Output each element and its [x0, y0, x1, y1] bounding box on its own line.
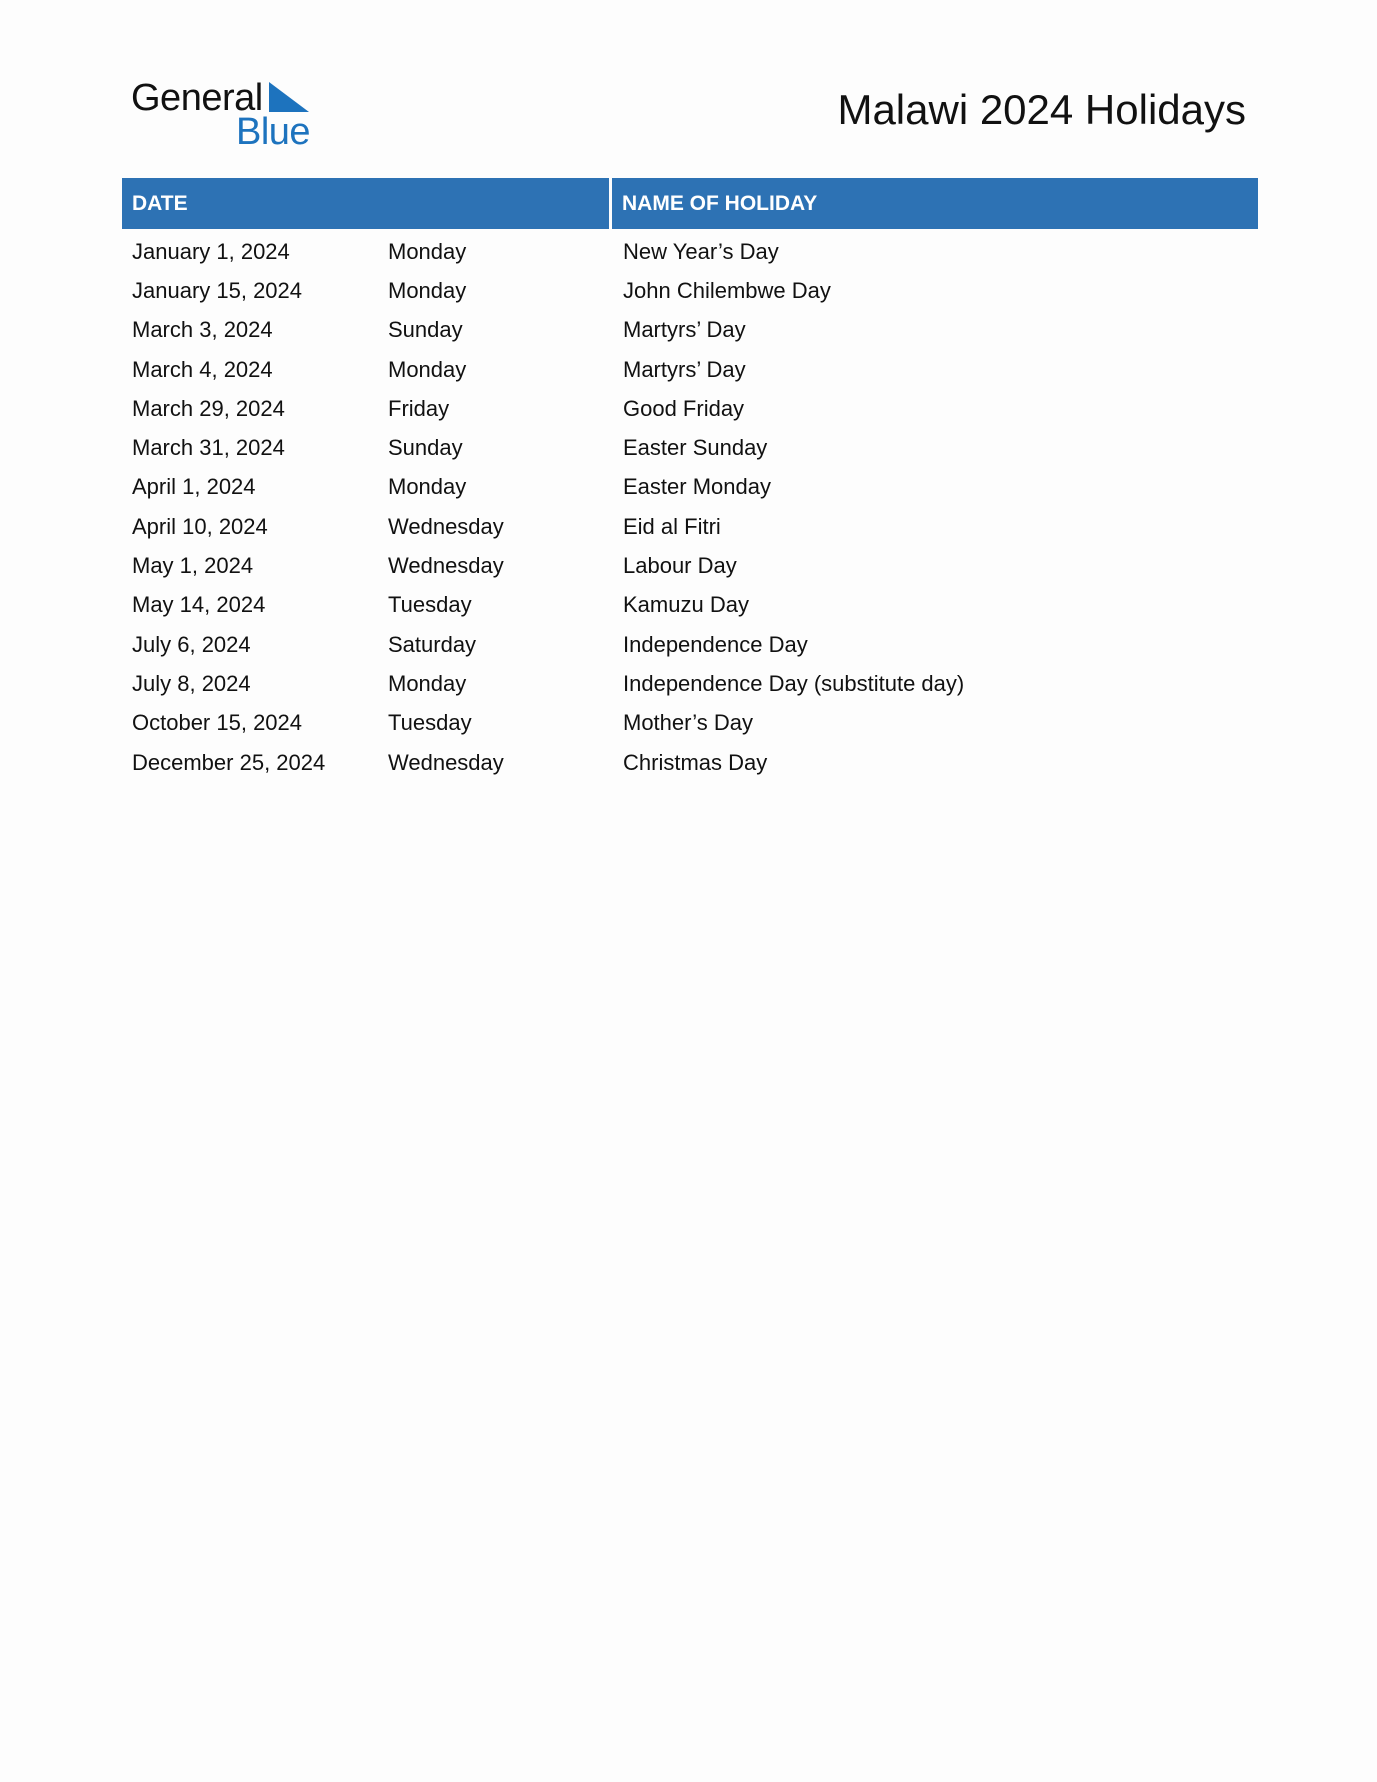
holiday-name: John Chilembwe Day	[623, 277, 831, 303]
holiday-weekday: Sunday	[388, 435, 463, 461]
holiday-date: April 10, 2024	[132, 513, 268, 539]
column-header-name: NAME OF HOLIDAY	[612, 178, 1258, 229]
holiday-date: December 25, 2024	[132, 749, 326, 775]
table-row	[122, 468, 1258, 507]
table-row	[122, 311, 1258, 350]
holiday-date: January 15, 2024	[132, 277, 303, 303]
holiday-name: Easter Sunday	[623, 435, 768, 461]
table-row	[122, 704, 1258, 743]
logo-general-text: General	[131, 77, 263, 119]
holiday-name: New Year’s Day	[623, 238, 779, 264]
holiday-date: May 1, 2024	[132, 553, 254, 579]
holiday-weekday: Sunday	[388, 317, 463, 343]
holiday-name: Independence Day (substitute day)	[623, 670, 965, 696]
holiday-date: March 4, 2024	[132, 356, 273, 382]
holiday-weekday: Saturday	[388, 631, 477, 657]
holiday-weekday: Friday	[388, 395, 450, 421]
holiday-date: July 6, 2024	[132, 631, 251, 657]
table-row	[122, 625, 1258, 664]
holiday-date: April 1, 2024	[132, 474, 256, 500]
holiday-name: Kamuzu Day	[623, 592, 749, 618]
table-row	[122, 271, 1258, 310]
holiday-weekday: Tuesday	[388, 710, 472, 736]
holiday-weekday: Monday	[388, 356, 467, 382]
holiday-weekday: Monday	[388, 474, 467, 500]
holiday-weekday: Monday	[388, 670, 467, 696]
logo	[131, 76, 321, 153]
table-row	[122, 507, 1258, 546]
table-row	[122, 743, 1258, 782]
holiday-weekday: Wednesday	[388, 513, 504, 539]
column-header-date: DATE	[122, 178, 609, 229]
holiday-date: July 8, 2024	[132, 670, 251, 696]
holiday-weekday: Wednesday	[388, 749, 504, 775]
holiday-date: March 29, 2024	[132, 395, 285, 421]
table-header	[122, 178, 1258, 229]
table-row	[122, 350, 1258, 389]
holiday-date: May 14, 2024	[132, 592, 266, 618]
table-row	[122, 546, 1258, 585]
holiday-name: Good Friday	[623, 395, 745, 421]
holiday-name: Christmas Day	[623, 749, 768, 775]
holiday-table	[122, 178, 1258, 782]
holiday-name: Martyrs’ Day	[623, 317, 746, 343]
holiday-name: Independence Day	[623, 631, 808, 657]
holiday-weekday: Monday	[388, 238, 467, 264]
table-row	[122, 389, 1258, 428]
logo-triangle-icon	[269, 82, 309, 112]
holiday-name: Mother’s Day	[623, 710, 754, 736]
table-body	[122, 232, 1258, 782]
holiday-weekday: Wednesday	[388, 553, 504, 579]
holiday-name: Eid al Fitri	[623, 513, 721, 539]
holiday-name: Martyrs’ Day	[623, 356, 746, 382]
holiday-date: October 15, 2024	[132, 710, 303, 736]
holiday-name: Easter Monday	[623, 474, 771, 500]
holiday-date: March 31, 2024	[132, 435, 285, 461]
table-row	[122, 428, 1258, 467]
holiday-name: Labour Day	[623, 553, 737, 579]
table-row	[122, 232, 1258, 271]
table-row	[122, 664, 1258, 703]
holiday-date: March 3, 2024	[132, 317, 273, 343]
logo-blue-text: Blue	[236, 111, 311, 153]
page-title: Malawi 2024 Holidays	[837, 86, 1246, 133]
holiday-weekday: Monday	[388, 277, 467, 303]
holiday-weekday: Tuesday	[388, 592, 472, 618]
table-row	[122, 586, 1258, 625]
holiday-date: January 1, 2024	[132, 238, 290, 264]
